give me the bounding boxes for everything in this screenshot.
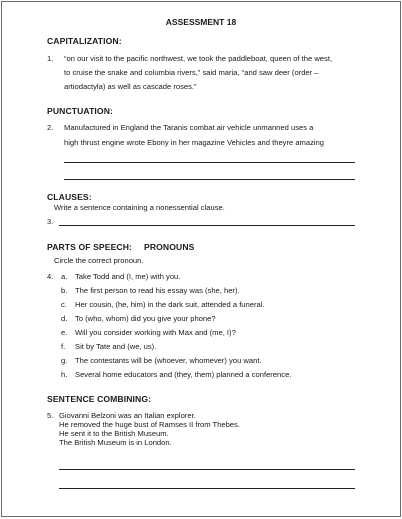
pronoun-item-b: The first person to read his essay was (she, her). [75, 286, 240, 295]
punctuation-line-2: high thrust engine wrote Ebony in her magazine Vehicles and theyre amazing [64, 138, 325, 147]
answer-line-2a[interactable] [64, 162, 355, 163]
worksheet-page [1, 1, 401, 517]
item-letter-a: a. [61, 272, 68, 281]
question-number-2: 2. [47, 123, 54, 132]
pronoun-item-c: Her cousin, (he, him) in the dark suit, attended a funeral. [75, 300, 265, 309]
item-letter-d: d. [61, 314, 68, 323]
question-number-5: 5. [47, 411, 54, 420]
item-letter-h: h. [61, 370, 68, 379]
question-number-4: 4. [47, 272, 54, 281]
clauses-instruction: Write a sentence containing a nonessential clause. [54, 203, 225, 212]
clauses-heading: CLAUSES: [47, 192, 92, 202]
pronoun-item-g: The contestants will be (whoever, whomever) you want. [75, 356, 262, 365]
page-title: ASSESSMENT 18 [165, 17, 237, 27]
pronoun-item-d: To (who, whom) did you give your phone? [75, 314, 216, 323]
question-number-3: 3. [47, 217, 54, 226]
pronoun-item-e: Will you consider working with Max and (me, I)? [75, 328, 236, 337]
item-letter-b: b. [61, 286, 68, 295]
combining-line-3: He sent it to the British Museum. [59, 429, 169, 438]
combining-line-2: He removed the huge bust of Ramses II from Thebes. [59, 420, 240, 429]
item-letter-e: e. [61, 328, 68, 337]
capitalization-line-3: artiodactyla) as well as cascade roses.” [64, 82, 197, 91]
pronoun-instruction: Circle the correct pronoun. [54, 256, 144, 265]
punctuation-line-1: Manufactured in England the Taranis combat air vehicle unmanned uses a [64, 123, 314, 132]
combining-line-4: The British Museum is in London. [59, 438, 172, 447]
capitalization-line-1: “on our visit to the pacific northwest, we took the paddleboat, queen of the west, [64, 54, 333, 63]
answer-line-3[interactable] [59, 225, 355, 226]
parts-of-speech-heading: PARTS OF SPEECH: [47, 242, 132, 252]
question-number-1: 1. [47, 54, 54, 63]
answer-line-5b[interactable] [59, 488, 355, 489]
item-letter-f: f. [61, 342, 66, 351]
punctuation-heading: PUNCTUATION: [47, 106, 113, 116]
item-letter-c: c. [61, 300, 67, 309]
sentence-combining-heading: SENTENCE COMBINING: [47, 394, 152, 404]
item-letter-g: g. [61, 356, 68, 365]
answer-line-2b[interactable] [64, 179, 355, 180]
pronoun-item-f: Sit by Tate and (we, us). [75, 342, 157, 351]
answer-line-5a[interactable] [59, 469, 355, 470]
pronouns-subheading: PRONOUNS [144, 242, 195, 252]
pronoun-item-a: Take Todd and (I, me) with you. [75, 272, 181, 281]
combining-line-1: Giovanni Belzoni was an Italian explorer. [59, 411, 196, 420]
capitalization-line-2: to cruise the snake and columbia rivers,” said maria, “and saw deer (order – [64, 68, 319, 77]
capitalization-heading: CAPITALIZATION: [47, 36, 122, 46]
pronoun-item-h: Several home educators and (they, them) planned a conference. [75, 370, 292, 379]
